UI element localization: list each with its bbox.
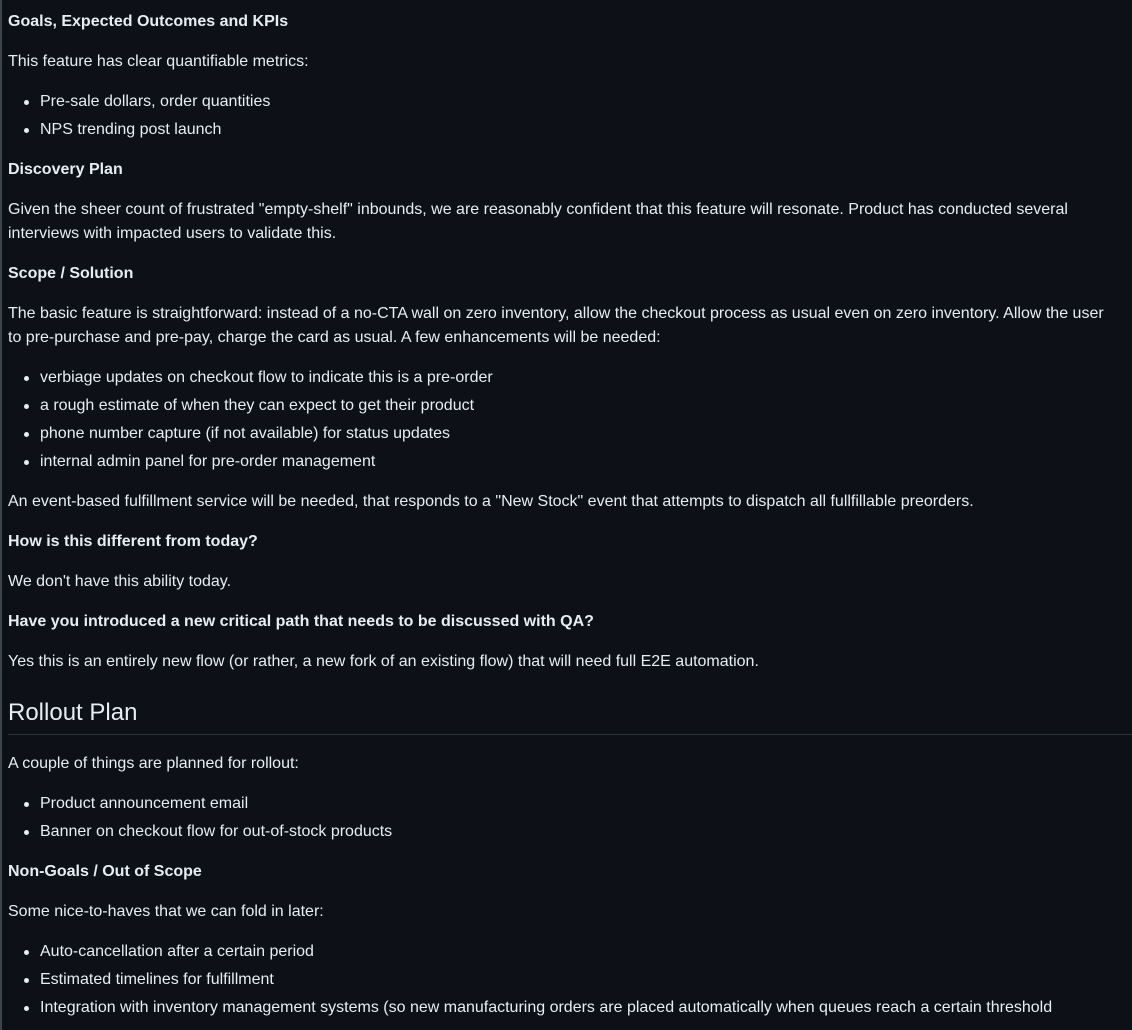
- list-item: Banner on checkout flow for out-of-stock products: [40, 820, 392, 844]
- nongoals-intro: Some nice-to-haves that we can fold in later:: [8, 903, 324, 920]
- list-item: internal admin panel for pre-order management: [40, 450, 375, 474]
- qa-heading: Have you introduced a new critical path that needs to be discussed with QA?: [8, 613, 594, 630]
- list-item: Product announcement email: [40, 792, 248, 816]
- rollout-heading: Rollout Plan: [8, 699, 138, 726]
- discovery-text-line-1: Given the sheer count of frustrated "empty-shelf" inbounds, we are reasonably confident that this feature will resonate. Product has conducted several: [8, 201, 1068, 218]
- list-item: verbiage updates on checkout flow to indicate this is a pre-order: [40, 366, 493, 390]
- list-item: NPS trending post launch: [40, 118, 221, 142]
- goals-heading: Goals, Expected Outcomes and KPIs: [8, 13, 289, 30]
- left-edge-border: [0, 0, 2, 1030]
- scope-heading: Scope / Solution: [8, 265, 134, 282]
- discovery-heading: Discovery Plan: [8, 161, 123, 178]
- scope-text-line-2: to pre-purchase and pre-pay, charge the card as usual. A few enhancements will be needed:: [8, 329, 661, 346]
- different-heading: How is this different from today?: [8, 533, 258, 550]
- list-item: Pre-sale dollars, order quantities: [40, 90, 270, 114]
- scope-fulfillment-text: An event-based fulfillment service will be needed, that responds to a "New Stock" event that attempts to dispatch all fullfillable preorders.: [8, 493, 974, 510]
- list-item: phone number capture (if not available) for status updates: [40, 422, 450, 446]
- list-item: Auto-cancellation after a certain period: [40, 940, 314, 964]
- goals-intro: This feature has clear quantifiable metrics:: [8, 53, 309, 70]
- list-item: Estimated timelines for fulfillment: [40, 968, 274, 992]
- list-item: Integration with inventory management systems (so new manufacturing orders are placed automatically when queues reach a certain threshold: [40, 996, 1052, 1020]
- nongoals-heading: Non-Goals / Out of Scope: [8, 863, 202, 880]
- rollout-intro: A couple of things are planned for rollout:: [8, 755, 299, 772]
- scope-text-line-1: The basic feature is straightforward: instead of a no-CTA wall on zero inventory, allow the checkout process as usual even on zero inventory. Allow the user: [8, 305, 1104, 322]
- list-item: a rough estimate of when they can expect to get their product: [40, 394, 474, 418]
- heading-divider: [8, 734, 1132, 735]
- qa-text: Yes this is an entirely new flow (or rather, a new fork of an existing flow) that will need full E2E automation.: [8, 653, 759, 670]
- different-text: We don't have this ability today.: [8, 573, 232, 590]
- discovery-text-line-2: interviews with impacted users to validate this.: [8, 225, 337, 242]
